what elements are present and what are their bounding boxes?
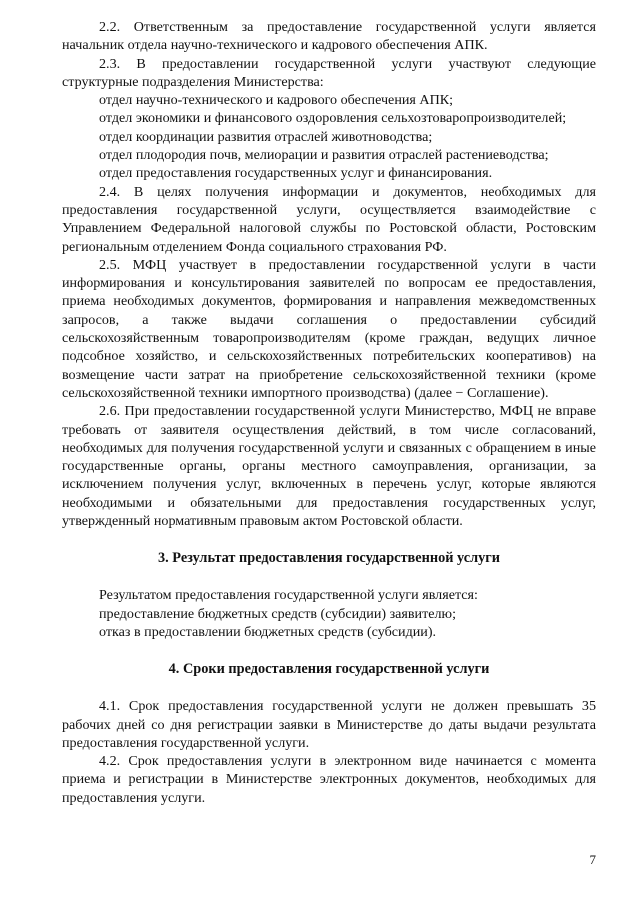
- section-4-heading: 4. Сроки предоставления государственной услуги: [168, 661, 490, 678]
- section-3-intro: Результатом предоставления государственной услуги является:: [99, 587, 478, 604]
- department-item: отдел научно-технического и кадрового обеспечения АПК;: [99, 92, 454, 109]
- section-3-heading: 3. Результат предоставления государственной услуги: [158, 550, 500, 567]
- department-item: отдел координации развития отраслей животноводства;: [99, 128, 433, 145]
- paragraph-2-2: 2.2. Ответственным за предоставление государственной услуги является начальник отдела научно-технического и кадрового обеспечения АПК.: [62, 19, 596, 54]
- result-item: отказ в предоставлении бюджетных средств (субсидии).: [99, 623, 437, 640]
- department-item: отдел экономики и финансового оздоровления сельхозтоваропроизводителей;: [99, 110, 567, 127]
- paragraph-4-2: 4.2. Срок предоставления услуги в электронном виде начинается с момента приема и регистрации в Министерстве электронных документов, необходимых для предоставления услуги.: [62, 753, 596, 806]
- page-number: 7: [589, 852, 596, 867]
- result-item: предоставление бюджетных средств (субсидии) заявителю;: [99, 605, 456, 622]
- paragraph-2-4: 2.4. В целях получения информации и документов, необходимых для предоставления государственной услуги, осуществляется взаимодействие с Управлением Федеральной налоговой службы по Ростовской области, Ростовским региональным отделением Фонда социального страхования РФ.: [62, 183, 596, 255]
- department-item: отдел плодородия почв, мелиорации и развития отраслей растениеводства;: [99, 147, 549, 164]
- department-item: отдел предоставления государственных услуг и финансирования.: [99, 165, 493, 182]
- paragraph-2-5: 2.5. МФЦ участвует в предоставлении государственной услуги в части информирования и консультирования заявителей по вопросам ее предоставления, приема необходимых документов, формирования и направления межведомственных запросов, а также выдачи соглашения о предоставлении субсидий сельскохозяйственным товаропроизводителям (кроме граждан, ведущих личное подсобное хозяйство, и сельскохозяйственных потребительских кооперативов) на возмещение части затрат на приобретение сельскохозяйственной техники (кроме сельскохозяйственной техники импортного производства) (далее − Соглашение).: [62, 256, 596, 401]
- paragraph-2-6: 2.6. При предоставлении государственной услуги Министерство, МФЦ не вправе требовать от заявителя осуществления действий, в том числе согласований, необходимых для получения государственной услуги и связанных с обращением в иные государственные органы, органы местного самоуправления, организации, за исключением получения услуг, включенных в перечень услуг, которые являются необходимыми и обязательными для предоставления государственных услуг, утвержденный нормативным правовым актом Ростовской области.: [62, 403, 596, 530]
- paragraph-4-1: 4.1. Срок предоставления государственной услуги не должен превышать 35 рабочих дней со дня регистрации заявки в Министерстве до даты выдачи результата предоставления государственной услуги.: [62, 698, 596, 751]
- document-page: [62, 18, 596, 807]
- paragraph-2-3: 2.3. В предоставлении государственной услуги участвуют следующие структурные подразделения Министерства:: [62, 55, 596, 90]
